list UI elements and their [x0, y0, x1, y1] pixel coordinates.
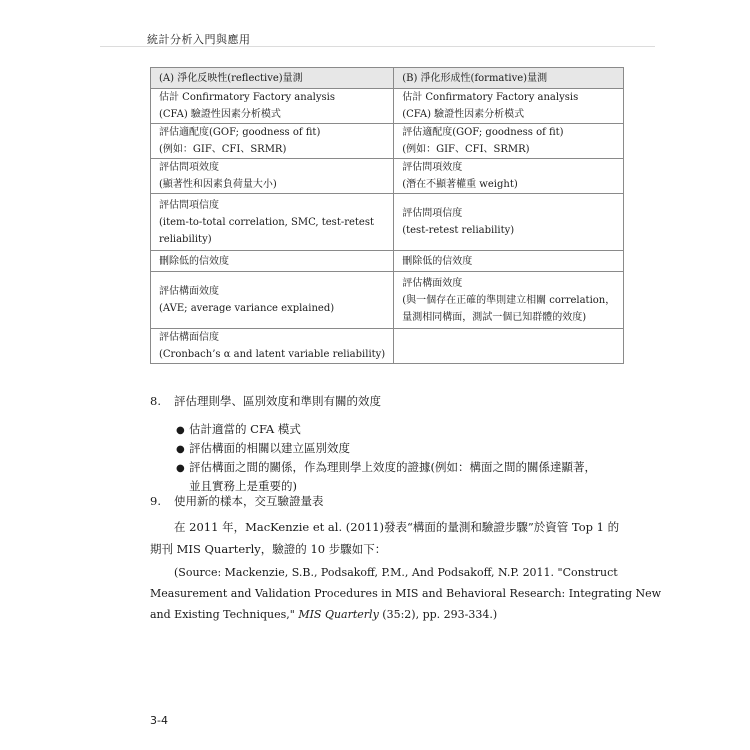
cell-line: 刪除低的信效度 [402, 255, 473, 267]
bullet-text: 估計適當的 CFA 模式 [189, 422, 301, 436]
source-citation [150, 562, 662, 625]
citation-line: Measurement and Validation Procedures in MIS and Behavioral Research: Integrating New [150, 587, 662, 600]
cell-line: 評估問項效度 [159, 162, 219, 173]
citation-text: and Existing Techniques," [150, 608, 299, 621]
bullet-item [176, 459, 596, 475]
citation-line [150, 604, 588, 625]
cell-line: 評估問項效度 [402, 162, 463, 173]
cell-line: 評估適配度(GOF; goodness of fit) [159, 127, 321, 138]
bullet-item [176, 440, 350, 456]
journal-title: MIS Quarterly [298, 608, 379, 621]
cell-line: (與一個存在正確的準則建立相關 correlation， [402, 294, 616, 306]
list-text: 使用新的樣本，交互驗證量表 [174, 494, 324, 508]
bullet-item [176, 421, 301, 437]
bullet-text: 評估構面之間的關係，作為理則學上效度的證據(例如：構面之間的關係達顯著， [189, 460, 596, 474]
cell-line: 估計 Confirmatory Factory analysis [402, 92, 579, 103]
cell-line: 量測相同構面，測試一個已知群體的效度) [402, 311, 587, 323]
table-cell [151, 329, 394, 364]
table-cell [394, 251, 624, 272]
table-row [151, 329, 624, 364]
list-item-8 [150, 391, 381, 412]
cell-line: (item-to-total correlation, SMC, test-retest [159, 216, 374, 228]
cell-line: reliability) [159, 233, 212, 245]
table-cell [151, 194, 394, 251]
bullet-text: 評估構面的相關以建立區別效度 [189, 441, 350, 455]
cell-line: 刪除低的信效度 [159, 255, 229, 267]
list-text: 評估理則學、區別效度和準則有關的效度 [174, 394, 381, 408]
cell-line: 評估問項信度 [402, 208, 463, 219]
table-cell [394, 89, 624, 124]
cell-line: (AVE; average variance explained) [159, 303, 335, 314]
header-rule [100, 46, 655, 47]
cell-line: 評估問項信度 [159, 199, 219, 211]
page-number: 3-4 [150, 714, 168, 727]
bullet-icon: ● [176, 425, 185, 436]
comparison-table [150, 67, 624, 364]
bullet-icon: ● [176, 463, 185, 474]
paragraph-line: 期刊 MIS Quarterly，驗證的 10 步驟如下： [150, 542, 387, 556]
citation-text: (35:2), pp. 293-334.) [378, 608, 498, 621]
table-cell [151, 272, 394, 329]
cell-line: (潛在不顯著權重 weight) [402, 179, 518, 190]
bullet-icon: ● [176, 444, 185, 455]
citation-line: (Source: Mackenzie, S.B., Podsakoff, P.M., And Podsakoff, N.P. 2011. "Construct [174, 566, 618, 579]
table-cell [151, 159, 394, 194]
table-row [151, 194, 624, 251]
table-row [151, 124, 624, 159]
paragraph-line: 在 2011 年，MacKenzie et al. (2011)發表“構面的量測和驗證步驟”於資管 Top 1 的 [174, 520, 620, 534]
cell-line: 評估適配度(GOF; goodness of fit) [402, 127, 564, 138]
cell-line: 評估構面效度 [159, 286, 219, 297]
table-cell [394, 194, 624, 251]
table-cell [151, 251, 394, 272]
cell-line: (例如：GIF、CFI、SRMR) [402, 144, 530, 155]
header-cell-formative: (B) 淨化形成性(formative)量測 [394, 68, 624, 89]
table-cell [394, 124, 624, 159]
cell-line: 估計 Confirmatory Factory analysis [159, 92, 335, 103]
cell-line: (CFA) 驗證性因素分析模式 [402, 109, 525, 120]
bullet-continuation: 並且實務上是重要的) [189, 479, 297, 493]
list-number: 9. [150, 494, 161, 508]
cell-line: 評估構面信度 [159, 332, 219, 343]
running-header: 統計分析入門與應用 [147, 33, 251, 46]
table-row [151, 89, 624, 124]
table-cell [151, 124, 394, 159]
table-row [151, 251, 624, 272]
list-number: 8. [150, 394, 161, 408]
cell-line: 評估構面效度 [402, 277, 463, 289]
cell-line: (CFA) 驗證性因素分析模式 [159, 109, 281, 120]
table-cell [151, 89, 394, 124]
header-cell-reflective: (A) 淨化反映性(reflective)量測 [151, 68, 394, 89]
table-row [151, 159, 624, 194]
list-item-9 [150, 491, 324, 512]
table-row [151, 272, 624, 329]
table-cell [394, 159, 624, 194]
table-cell-empty [394, 329, 624, 364]
cell-line: (顯著性和因素負荷量大小) [159, 179, 277, 190]
table-header-row [151, 68, 624, 89]
cell-line: (例如：GIF、CFI、SRMR) [159, 144, 287, 155]
cell-line: (Cronbach’s α and latent variable reliability) [159, 349, 386, 360]
cell-line: (test-retest reliability) [402, 225, 515, 236]
table-cell [394, 272, 624, 329]
